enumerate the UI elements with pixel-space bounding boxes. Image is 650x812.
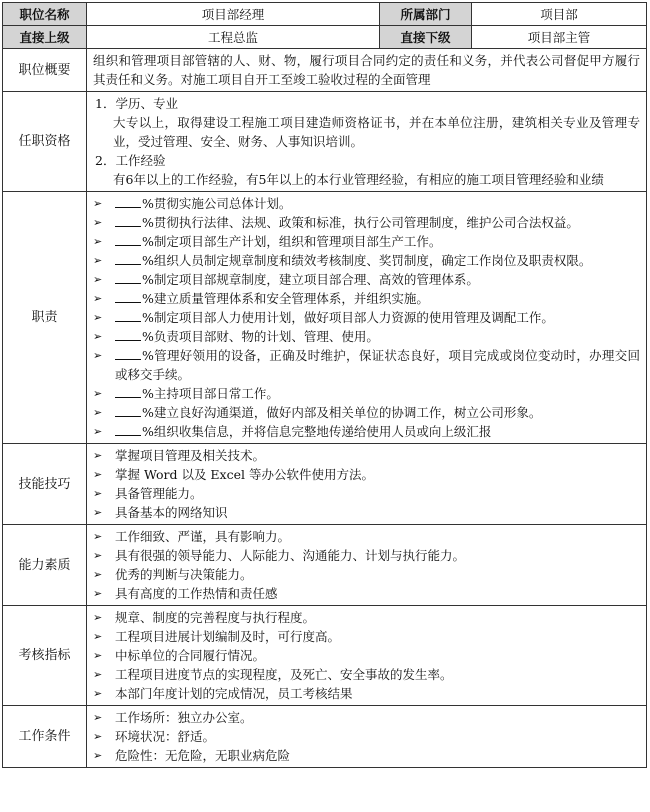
subordinate-value: 项目部主管	[472, 26, 647, 49]
qualification-title: 2．工作经验	[95, 153, 166, 168]
duty-text: %组织人员制定规章制度和绩效考核制度、奖罚制度，确定工作岗位及职责权限。	[142, 253, 592, 268]
ability-item	[93, 565, 640, 584]
position-name-value: 项目部经理	[87, 3, 380, 26]
header-row-1	[3, 3, 647, 26]
skill-item	[93, 503, 640, 522]
assessment-text: 工程项目进度节点的实现程度，及死亡、安全事故的发生率。	[115, 667, 453, 682]
duty-item	[93, 270, 640, 289]
bullet-arrow-icon: ➢	[93, 330, 103, 343]
fill-in-blank	[115, 328, 141, 341]
assessment-item	[93, 665, 640, 684]
assessment-cell	[87, 606, 647, 706]
abilities-row	[3, 525, 647, 606]
bullet-arrow-icon: ➢	[93, 649, 103, 662]
ability-text: 工作细致、严谨，具有影响力。	[115, 529, 291, 544]
duty-item	[93, 384, 640, 403]
qualifications-cell	[87, 92, 647, 192]
bullet-arrow-icon: ➢	[93, 568, 103, 581]
bullet-arrow-icon: ➢	[93, 749, 103, 762]
abilities-cell	[87, 525, 647, 606]
qualification-text: 有6年以上的工作经验，有5年以上的本行业管理经验，有相应的施工项目管理经验和业绩	[113, 172, 604, 187]
assessment-item	[93, 608, 640, 627]
bullet-arrow-icon: ➢	[93, 235, 103, 248]
skill-text: 掌握 Word 以及 Excel 等办公软件使用方法。	[115, 467, 374, 482]
duties-cell	[87, 192, 647, 444]
bullet-arrow-icon: ➢	[93, 197, 103, 210]
department-label: 所属部门	[380, 3, 472, 26]
abilities-label: 能力素质	[3, 525, 87, 606]
assessment-item	[93, 684, 640, 703]
bullet-arrow-icon: ➢	[93, 668, 103, 681]
duty-text: %贯彻执行法律、法规、政策和标准，执行公司管理制度，维护公司合法权益。	[142, 215, 579, 230]
duty-item	[93, 327, 640, 346]
condition-text: 环境状况：舒适。	[115, 729, 216, 744]
duty-text: %制定项目部规章制度，建立项目部合理、高效的管理体系。	[142, 272, 479, 287]
assessment-item	[93, 627, 640, 646]
fill-in-blank	[115, 195, 141, 208]
fill-in-blank	[115, 252, 141, 265]
ability-item	[93, 584, 640, 603]
bullet-arrow-icon: ➢	[93, 730, 103, 743]
duty-item	[93, 213, 640, 232]
bullet-arrow-icon: ➢	[93, 487, 103, 500]
bullet-arrow-icon: ➢	[93, 406, 103, 419]
bullet-arrow-icon: ➢	[93, 549, 103, 562]
fill-in-blank	[115, 290, 141, 303]
position-name-label: 职位名称	[3, 3, 87, 26]
subordinate-label: 直接下级	[380, 26, 472, 49]
bullet-arrow-icon: ➢	[93, 630, 103, 643]
duty-text: %组织收集信息，并将信息完整地传递给使用人员或向上级汇报	[142, 424, 492, 439]
duty-item	[93, 289, 640, 308]
skills-row	[3, 444, 647, 525]
bullet-arrow-icon: ➢	[93, 425, 103, 438]
bullet-arrow-icon: ➢	[93, 468, 103, 481]
bullet-arrow-icon: ➢	[93, 587, 103, 600]
fill-in-blank	[115, 233, 141, 246]
duty-text: %建立良好沟通渠道，做好内部及相关单位的协调工作，树立公司形象。	[142, 405, 542, 420]
overview-cell	[87, 49, 647, 92]
qualification-title: 1．学历、专业	[95, 96, 178, 111]
duty-text: %负责项目部财、物的计划、管理、使用。	[142, 329, 379, 344]
fill-in-blank	[115, 347, 141, 360]
duties-row	[3, 192, 647, 444]
duty-text: %建立质量管理体系和安全管理体系，并组织实施。	[142, 291, 429, 306]
overview-label: 职位概要	[3, 49, 87, 92]
conditions-cell	[87, 706, 647, 768]
duty-item	[93, 346, 640, 384]
condition-item	[93, 727, 640, 746]
fill-in-blank	[115, 385, 141, 398]
bullet-arrow-icon: ➢	[93, 273, 103, 286]
duty-text: %制定项目部生产计划，组织和管理项目部生产工作。	[142, 234, 442, 249]
bullet-arrow-icon: ➢	[93, 711, 103, 724]
conditions-label: 工作条件	[3, 706, 87, 768]
bullet-arrow-icon: ➢	[93, 387, 103, 400]
bullet-arrow-icon: ➢	[93, 530, 103, 543]
superior-value: 工程总监	[87, 26, 380, 49]
duty-item	[93, 232, 640, 251]
job-description-document	[2, 2, 646, 768]
duty-text: %制定项目部人力使用计划，做好项目部人力资源的使用管理及调配工作。	[142, 310, 554, 325]
ability-item	[93, 546, 640, 565]
bullet-arrow-icon: ➢	[93, 292, 103, 305]
assessment-row	[3, 606, 647, 706]
assessment-text: 规章、制度的完善程度与执行程度。	[115, 610, 316, 625]
ability-item	[93, 527, 640, 546]
overview-text: 组织和管理项目部管辖的人、财、物，履行项目合同约定的责任和义务，并代表公司督促甲方履行其责任和义务。对施工项目自开工至竣工验收过程的全面管理	[93, 53, 640, 87]
bullet-arrow-icon: ➢	[93, 349, 103, 362]
duty-text: %贯彻实施公司总体计划。	[142, 196, 292, 211]
duty-item	[93, 308, 640, 327]
bullet-arrow-icon: ➢	[93, 311, 103, 324]
department-value: 项目部	[472, 3, 647, 26]
skill-text: 具备管理能力。	[115, 486, 203, 501]
bullet-arrow-icon: ➢	[93, 506, 103, 519]
bullet-arrow-icon: ➢	[93, 611, 103, 624]
bullet-arrow-icon: ➢	[93, 216, 103, 229]
duty-item	[93, 194, 640, 213]
qualification-text: 大专以上，取得建设工程施工项目建造师资格证书，并在本单位注册，建筑相关专业及管理专业，受过管理、安全、财务、人事知识培训。	[113, 115, 640, 149]
skill-item	[93, 484, 640, 503]
assessment-text: 中标单位的合同履行情况。	[115, 648, 266, 663]
header-row-2	[3, 26, 647, 49]
duty-text: %主持项目部日常工作。	[142, 386, 279, 401]
bullet-arrow-icon: ➢	[93, 449, 103, 462]
conditions-row	[3, 706, 647, 768]
duty-item	[93, 422, 640, 441]
duty-item	[93, 251, 640, 270]
duty-text: %管理好领用的设备，正确及时维护，保证状态良好，项目完成或岗位变动时，办理交回或移交手续。	[115, 348, 640, 382]
bullet-arrow-icon: ➢	[93, 687, 103, 700]
qualifications-label: 任职资格	[3, 92, 87, 192]
fill-in-blank	[115, 214, 141, 227]
fill-in-blank	[115, 271, 141, 284]
skill-text: 具备基本的网络知识	[115, 505, 228, 520]
skills-label: 技能技巧	[3, 444, 87, 525]
skill-item	[93, 446, 640, 465]
duty-item	[93, 403, 640, 422]
fill-in-blank	[115, 423, 141, 436]
fill-in-blank	[115, 404, 141, 417]
skill-text: 掌握项目管理及相关技术。	[115, 448, 266, 463]
condition-text: 危险性：无危险，无职业病危险	[115, 748, 291, 763]
bullet-arrow-icon: ➢	[93, 254, 103, 267]
qualifications-row	[3, 92, 647, 192]
fill-in-blank	[115, 309, 141, 322]
superior-label: 直接上级	[3, 26, 87, 49]
ability-text: 具有高度的工作热情和责任感	[115, 586, 278, 601]
assessment-label: 考核指标	[3, 606, 87, 706]
job-description-table	[2, 2, 647, 768]
ability-text: 优秀的判断与决策能力。	[115, 567, 253, 582]
skill-item	[93, 465, 640, 484]
assessment-text: 工程项目进展计划编制及时，可行度高。	[115, 629, 341, 644]
duties-label: 职责	[3, 192, 87, 444]
overview-row	[3, 49, 647, 92]
condition-item	[93, 746, 640, 765]
skills-cell	[87, 444, 647, 525]
assessment-item	[93, 646, 640, 665]
condition-text: 工作场所：独立办公室。	[115, 710, 253, 725]
assessment-text: 本部门年度计划的完成情况，员工考核结果	[115, 686, 353, 701]
ability-text: 具有很强的领导能力、人际能力、沟通能力、计划与执行能力。	[115, 548, 466, 563]
condition-item	[93, 708, 640, 727]
